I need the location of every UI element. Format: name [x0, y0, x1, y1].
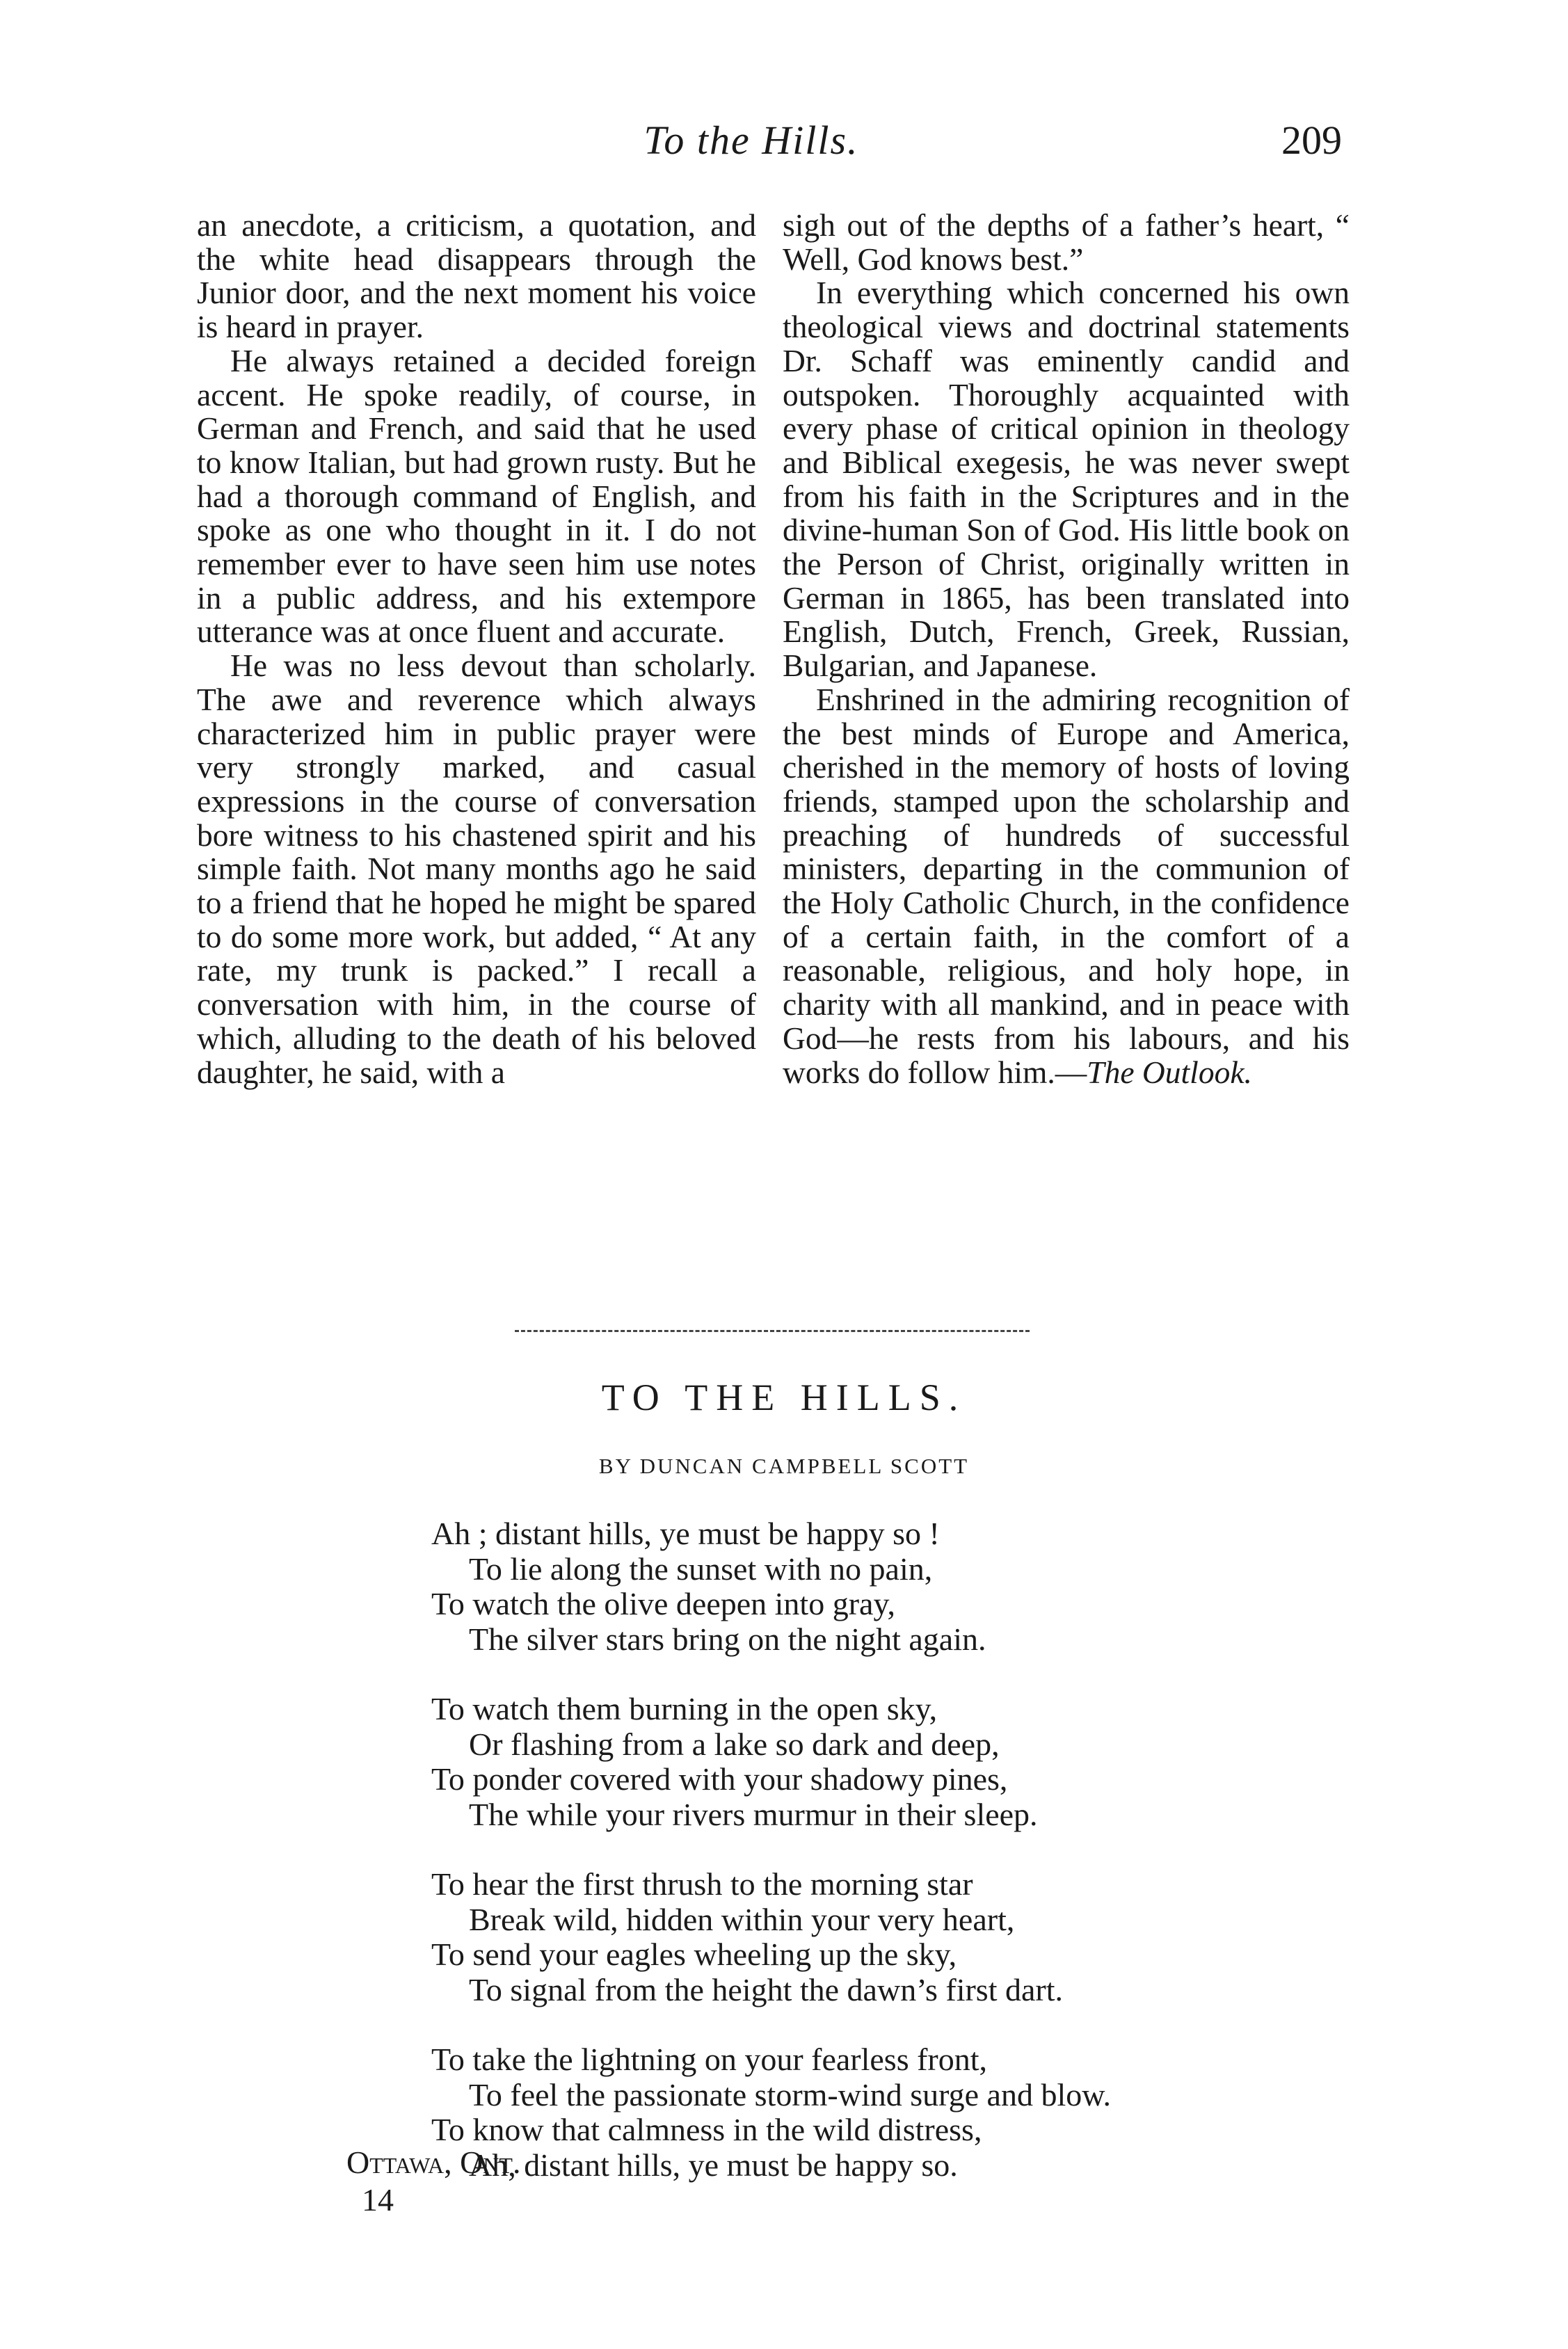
poem-place: Ottawa, Ont. [346, 2144, 521, 2180]
poem-line: The while your rivers murmur in their sleep. [469, 1796, 1038, 1832]
poem-line: The silver stars bring on the night again. [469, 1621, 986, 1657]
right-column [783, 209, 1350, 1089]
source-dash: — [1055, 1054, 1087, 1090]
poem-line: Ah ; distant hills, ye must be happy so ! [431, 1516, 940, 1551]
poem-line: To watch them burning in the open sky, [431, 1691, 938, 1726]
section-divider [515, 1330, 1030, 1332]
poem-line: To feel the passionate storm-wind surge and blow. [469, 2076, 1111, 2113]
poem-body [431, 1516, 1336, 2218]
poem-line: Ah, distant hills, ye must be happy so. [469, 2147, 958, 2183]
source-citation: The Outlook. [1087, 1054, 1252, 1090]
poem-title: TO THE HILLS. [601, 1377, 967, 1418]
poem-line: To lie along the sunset with no pain, [469, 1550, 933, 1587]
signature-mark: 14 [362, 2182, 394, 2218]
poem-stanza [431, 1692, 1336, 1832]
poem-line: To signal from the height the dawn’s first dart. [469, 1971, 1063, 2007]
paragraph-text: Enshrined in the admiring recognition of the best minds of Europe and America, cherished in the memory of hosts of loving friends, stamped upon the scholarship and preaching of hundreds of successful ministers, departing in the communion of the Holy Catholic Church, in the confidence of a certain faith, in the comfort of a reasonable, religious, and holy hope, in charity with all mankind, and in peace with God—he rests from his labours, and his works do follow him. [783, 681, 1350, 1090]
paragraph: sigh out of the depths of a father’s heart, “ Well, God knows best.” [783, 207, 1350, 277]
poem-line: To watch the olive deepen into gray, [431, 1586, 895, 1621]
poem-line: To send your eagles wheeling up the sky, [431, 1937, 957, 1972]
running-title: To the Hills. [643, 118, 859, 163]
paragraph: He always retained a decided foreign accent. He spoke readily, of course, in German and French, and said that he used to know Italian, but had grown rusty. But he had a thorough command of English, and spoke as one who thought in it. I do not remember ever to have seen him use notes in a public address, and his extempore utterance was at once fluent and accurate. [197, 342, 756, 650]
paragraph: an anecdote, a criticism, a quotation, and the white head disappears through the Junior door, and the next moment his voice is heard in prayer. [197, 207, 756, 345]
poem-stanza [431, 1867, 1336, 2007]
paragraph: In everything which concerned his own theological views and doctrinal statements Dr. Schaff was eminently candid and outspoken. Thoroughly acquainted with every phase of critical opinion in theology and Biblical exegesis, he was never swept from his faith in the Scriptures and in the divine-human Son of God. His little book on the Person of Christ, originally written in German in 1865, has been translated into English, Dutch, French, Greek, Russian, Bulgarian, and Japanese. [783, 275, 1350, 684]
paragraph [783, 683, 1350, 1089]
poem-line: To know that calmness in the wild distress, [431, 2112, 982, 2147]
poem-line: To hear the first thrush to the morning star [431, 1866, 973, 1902]
poem-stanza [431, 2042, 1336, 2183]
poem-byline: BY DUNCAN CAMPBELL SCOTT [598, 1454, 970, 1478]
paragraph: He was no less devout than scholarly. The awe and reverence which always characterized him in public prayer were very strongly marked, and casual expressions in the course of conversation bore witness to his chastened spirit and his simple faith. Not many months ago he said to a friend that he hoped he might be spared to do some more work, but added, “ At any rate, my trunk is packed.” I recall a conversation with him, in the course of which, alluding to the death of his beloved daughter, he said, with a [197, 648, 756, 1090]
poem-line: To take the lightning on your fearless front, [431, 2042, 988, 2077]
poem-line: Break wild, hidden within your very heart, [469, 1901, 1015, 1937]
poem-stanza [431, 1516, 1336, 1657]
left-column [197, 209, 756, 1089]
poem-line: To ponder covered with your shadowy pines, [431, 1761, 1008, 1797]
poem-line: Or flashing from a lake so dark and deep, [469, 1726, 1000, 1762]
page-number: 209 [1281, 118, 1342, 163]
